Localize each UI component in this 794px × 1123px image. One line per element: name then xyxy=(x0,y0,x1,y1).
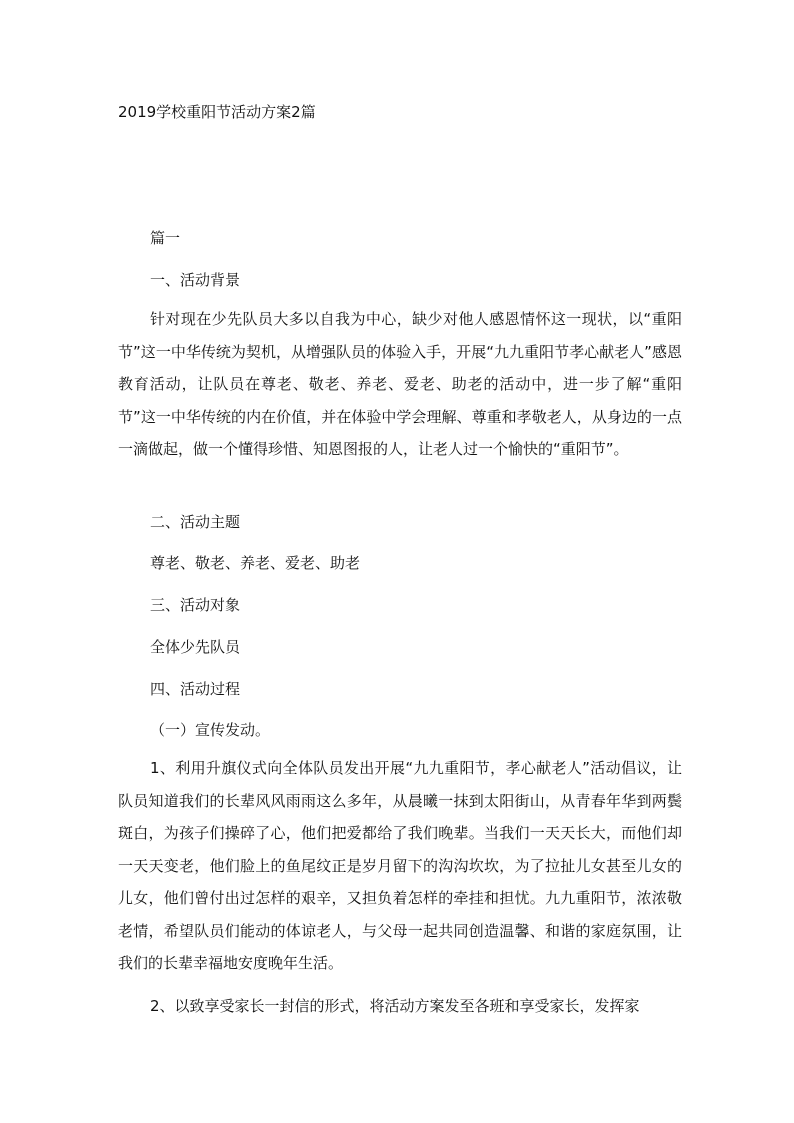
section-heading-process: 四、活动过程 xyxy=(150,680,241,698)
section-body-theme: 尊老、敬老、养老、爱老、助老 xyxy=(150,554,361,572)
section-body-audience: 全体少先队员 xyxy=(150,638,241,656)
section-body-background: 针对现在少先队员大多以自我为中心，缺少对他人感恩情怀这一现状，以“重阳节”这一中华传统为契机，从增强队员的体验入手，开展“九九重阳节孝心献老人”感恩教育活动，让队员在尊老、敬老、养老、爱老、助老的活动中，进一步了解“重阳节”这一中华传统的内在价值，并在体验中学会理解、尊重和孝敬老人，从身边的一点一滴做起，做一个懂得珍惜、知恩图报的人，让老人过一个愉快的“重阳节”。 xyxy=(118,310,682,458)
process-item-1: 1、利用升旗仪式向全体队员发出开展“九九重阳节，孝心献老人”活动倡议，让队员知道我们的长辈风风雨雨这么多年，从晨曦一抹到太阳街山，从青春年华到两鬓斑白，为孩子们操碎了心，他们把爱都给了我们晚辈。当我们一天天长大，而他们却一天天变老，他们脸上的鱼尾纹正是岁月留下的沟沟坎坎，为了拉扯儿女甚至儿女的儿女，他们曾付出过怎样的艰辛，又担负着怎样的牵挂和担忧。九九重阳节，浓浓敬老情，希望队员们能动的体谅老人，与父母一起共同创造温馨、和谐的家庭氛围，让我们的长辈幸福地安度晚年生活。 xyxy=(118,759,682,972)
subsection-heading-publicity: （一）宣传发动。 xyxy=(150,721,271,739)
document-title: 2019学校重阳节活动方案2篇 xyxy=(118,103,316,121)
section-heading-background: 一、活动背景 xyxy=(150,271,241,289)
process-item-2: 2、以致享受家长一封信的形式，将活动方案发至各班和享受家长，发挥家 xyxy=(150,997,640,1015)
part-label: 篇一 xyxy=(150,229,181,247)
section-heading-audience: 三、活动对象 xyxy=(150,596,241,614)
section-heading-theme: 二、活动主题 xyxy=(150,513,241,531)
